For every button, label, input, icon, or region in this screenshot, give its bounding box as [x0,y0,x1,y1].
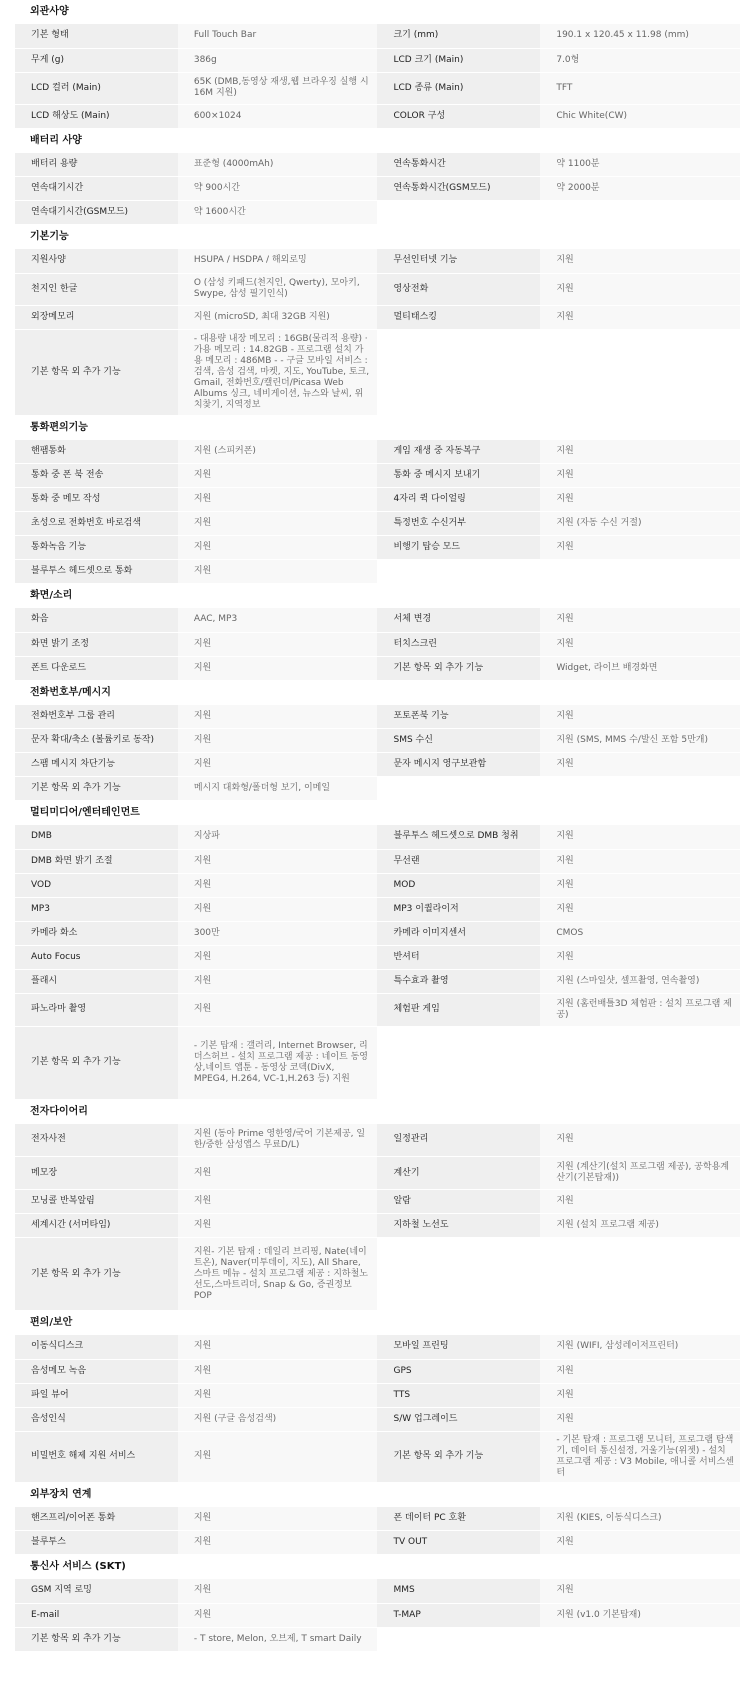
spec-row [15,177,740,201]
spec-label: 기본 항목 외 추가 기능 [15,1627,178,1651]
spec-label: 화면 밝기 조정 [15,632,178,656]
spec-value: 지원 (KIES, 이동식디스크) [540,1507,740,1531]
spec-value: O (삼성 키패드(천지인, Qwerty), 모아키, Swype, 삼성 필기인식) [178,273,378,305]
spec-label: 멀티태스킹 [377,305,540,329]
spec-label: 카메라 이미지센서 [377,921,540,945]
spec-value: 지원 [178,873,378,897]
spec-value: 지원 [178,512,378,536]
spec-value: 약 900시간 [178,177,378,201]
spec-value: 지원 [178,1603,378,1627]
spec-value: 지원 (스마일샷, 셀프촬영, 연속촬영) [540,969,740,993]
spec-value: 지원 [178,560,378,584]
spec-label: 전자사전 [15,1124,178,1157]
spec-value: 지원 [178,1335,378,1359]
spec-label: 초성으로 전화번호 바로검색 [15,512,178,536]
empty-cell [377,777,740,801]
spec-label: 기본 형태 [15,24,178,48]
spec-label: TV OUT [377,1531,540,1555]
spec-label: 크기 (mm) [377,24,540,48]
spec-value: 지원 [540,945,740,969]
spec-row [15,24,740,48]
section-title: 전자다이어리 [30,1105,88,1117]
spec-label: 알람 [377,1190,540,1214]
spec-value: 지원 [178,1531,378,1555]
spec-table [15,608,740,681]
spec-label: 기본 항목 외 추가 기능 [15,329,178,415]
spec-table [15,440,740,585]
spec-row [15,1026,740,1099]
spec-label: 기본 항목 외 추가 기능 [377,1431,540,1482]
spec-row [15,1359,740,1383]
spec-value: - T store, Melon, 오브제, T smart Daily [178,1627,378,1651]
spec-value: - 대용량 내장 메모리 : 16GB(물리적 용량) · 가용 메모리 : 14.82GB - 프로그램 설치 가용 메모리 : 486MB - - 구글 모바일 서비스 : 검색, 음성 검색, 마켓, 지도, YouTube, 토크, Gmail, 전화번호/캘린더/Picasa Web Albums 싱크, 네비게이션, 뉴스와 날씨, 위치찾기, 지역정보 [178,329,378,415]
spec-label: 비행기 탑승 모드 [377,536,540,560]
spec-label: 통화 중 메시지 보내기 [377,464,540,488]
spec-value: 지원 (microSD, 최대 32GB 지원) [178,305,378,329]
spec-row [15,656,740,680]
spec-value: 지원 [540,305,740,329]
spec-label: 배터리 용량 [15,153,178,177]
spec-row [15,1383,740,1407]
spec-label: GPS [377,1359,540,1383]
section-title: 배터리 사양 [30,134,82,146]
spec-value: 지원 [178,993,378,1026]
spec-row [15,1238,740,1311]
spec-label: MMS [377,1579,540,1603]
spec-label: 문자 확대/축소 (볼륨키로 동작) [15,729,178,753]
spec-label: 게임 재생 중 자동복구 [377,440,540,464]
spec-value: 지원 [178,705,378,729]
spec-row [15,873,740,897]
spec-row [15,305,740,329]
spec-value: 지원 [178,1431,378,1482]
spec-row [15,921,740,945]
spec-value: 지원 [540,705,740,729]
empty-cell [377,1627,740,1651]
spec-label: COLOR 구성 [377,104,540,128]
spec-row [15,945,740,969]
spec-table [15,705,740,802]
spec-row [15,1579,740,1603]
spec-row [15,1407,740,1431]
spec-label: TTS [377,1383,540,1407]
spec-value: 지원 [540,464,740,488]
spec-value: 약 1100분 [540,153,740,177]
spec-label: 파일 뷰어 [15,1383,178,1407]
spec-value: 지원 [178,632,378,656]
spec-section [15,801,740,1100]
spec-value: 약 2000분 [540,177,740,201]
spec-table [15,1579,740,1652]
spec-row [15,273,740,305]
spec-label: 영상전화 [377,273,540,305]
spec-value: 지원 [540,632,740,656]
spec-value: 지원 [540,608,740,632]
spec-value: 지원 [540,1531,740,1555]
spec-section [15,416,740,585]
spec-label: S/W 업그레이드 [377,1407,540,1431]
spec-value: 지원 [178,849,378,873]
spec-value: 지원 [178,969,378,993]
spec-section [15,1555,740,1652]
spec-label: 일정관리 [377,1124,540,1157]
spec-value: CMOS [540,921,740,945]
spec-value: 지원 [178,1190,378,1214]
spec-label: 무게 (g) [15,48,178,72]
spec-value: 지원 [178,536,378,560]
spec-value: 지원 [178,1507,378,1531]
spec-label: 지하철 노선도 [377,1214,540,1238]
spec-label: 서체 변경 [377,608,540,632]
spec-row [15,993,740,1026]
spec-row [15,72,740,104]
spec-row [15,104,740,128]
spec-section [15,681,740,802]
spec-label: 무선인터넷 기능 [377,249,540,273]
spec-row [15,1507,740,1531]
spec-label: 카메라 화소 [15,921,178,945]
spec-value: 지원 [540,1579,740,1603]
spec-label: LCD 컬러 (Main) [15,72,178,104]
spec-row [15,849,740,873]
spec-row [15,969,740,993]
spec-value: 지원 (계산기(설치 프로그램 제공), 공학용계산기(기본탑재)) [540,1157,740,1190]
spec-row [15,512,740,536]
spec-row [15,536,740,560]
spec-row [15,249,740,273]
spec-value: 메시지 대화형/폴더형 보기, 이메일 [178,777,378,801]
spec-row [15,464,740,488]
spec-table [15,1507,740,1556]
spec-label: 문자 메시지 영구보관함 [377,753,540,777]
section-title: 화면/소리 [30,590,73,601]
spec-row [15,705,740,729]
spec-label: 플래시 [15,969,178,993]
spec-section [15,1311,740,1483]
spec-value: 지원 (자동 수신 거절) [540,512,740,536]
spec-row [15,1124,740,1157]
spec-row [15,1531,740,1555]
spec-row [15,1603,740,1627]
spec-label: MP3 [15,897,178,921]
section-title: 전화번호부/메시지 [30,686,111,698]
spec-row [15,1157,740,1190]
spec-value: 600×1024 [178,104,378,128]
spec-label: 전화번호부 그룹 관리 [15,705,178,729]
spec-value: 지원 (설치 프로그램 제공) [540,1214,740,1238]
spec-label: GSM 지역 로밍 [15,1579,178,1603]
spec-label: 무선랜 [377,849,540,873]
spec-label: T-MAP [377,1603,540,1627]
spec-label: 화음 [15,608,178,632]
spec-value: 지원 [178,1359,378,1383]
spec-value: 지원 [540,825,740,849]
spec-section [15,129,740,226]
section-title: 외부장치 연계 [30,1488,92,1500]
spec-value: AAC, MP3 [178,608,378,632]
spec-value: 지원 [540,440,740,464]
spec-label: DMB [15,825,178,849]
spec-label: 블루투스 [15,1531,178,1555]
spec-label: 반셔터 [377,945,540,969]
spec-label: LCD 종류 (Main) [377,72,540,104]
spec-value: 지원 [540,1359,740,1383]
spec-value: 65K (DMB,동영상 재생,웹 브라우징 실행 시 16M 지원) [178,72,378,104]
spec-value: Full Touch Bar [178,24,378,48]
spec-label: 외장메모리 [15,305,178,329]
spec-value: Chic White(CW) [540,104,740,128]
spec-row [15,729,740,753]
spec-value: 지원 [178,753,378,777]
spec-value: 지원 [178,1579,378,1603]
empty-cell [377,1026,740,1099]
spec-label: Auto Focus [15,945,178,969]
spec-section [15,584,740,681]
spec-row [15,488,740,512]
spec-label: 파노라마 촬영 [15,993,178,1026]
spec-section [15,225,740,416]
spec-table [15,24,740,129]
spec-row [15,608,740,632]
spec-value: 지원 [540,249,740,273]
spec-label: VOD [15,873,178,897]
spec-value: 지원 [178,897,378,921]
spec-row [15,753,740,777]
spec-label: LCD 해상도 (Main) [15,104,178,128]
spec-value: Widget, 라이브 배경화면 [540,656,740,680]
spec-value: 지원 (구글 음성검색) [178,1407,378,1431]
spec-value: 지원 [540,536,740,560]
spec-table [15,825,740,1100]
spec-row [15,560,740,584]
section-title: 편의/보안 [30,1317,73,1328]
spec-label: 통화녹음 기능 [15,536,178,560]
spec-label: 특수효과 촬영 [377,969,540,993]
spec-table [15,249,740,416]
spec-value: HSUPA / HSDPA / 해외로밍 [178,249,378,273]
spec-value: 300만 [178,921,378,945]
spec-table [15,153,740,226]
spec-value: 지원 [178,464,378,488]
spec-label: E-mail [15,1603,178,1627]
spec-row [15,1627,740,1651]
spec-label: DMB 화면 밝기 조절 [15,849,178,873]
spec-value: 지원 (WIFI, 삼성레이저프린터) [540,1335,740,1359]
spec-label: 계산기 [377,1157,540,1190]
empty-cell [377,1238,740,1311]
spec-label: MP3 이퀄라이저 [377,897,540,921]
section-title: 기본기능 [30,231,69,242]
spec-label: 폰트 다운로드 [15,656,178,680]
spec-label: 블루투스 헤드셋으로 통화 [15,560,178,584]
spec-value: 지원- 기본 탑재 : 데일리 브리핑, Nate(네이트온), Naver(미투데이, 지도), All Share, 스마트 메뉴 - 설치 프로그램 제공 : 지하철노선도,스마트리더, Snap & Go, 증권정보 POP [178,1238,378,1311]
section-title: 외관사양 [30,6,69,17]
spec-row [15,329,740,415]
spec-label: 기본 항목 외 추가 기능 [15,777,178,801]
spec-label: 통화 중 폰 북 전송 [15,464,178,488]
spec-value: 지원 [178,729,378,753]
spec-value: TFT [540,72,740,104]
spec-label: 지원사양 [15,249,178,273]
spec-row [15,440,740,464]
spec-label: 기본 항목 외 추가 기능 [377,656,540,680]
spec-label: 터치스크린 [377,632,540,656]
spec-value: 지원 [540,849,740,873]
spec-label: 모바일 프린팅 [377,1335,540,1359]
spec-table [15,1124,740,1312]
spec-value: 지원 [178,945,378,969]
spec-value: 지원 [540,897,740,921]
spec-value: 지원 (스피커폰) [178,440,378,464]
spec-label: 핸즈프리/이어폰 통화 [15,1507,178,1531]
spec-value: - 기본 탑재 : 프로그램 모니터, 프로그램 탐색기, 데이터 통신설정, 거울기능(위젯) - 설치 프로그램 제공 : V3 Mobile, 애니콜 서비스센터 [540,1431,740,1482]
spec-value: 지원 [178,656,378,680]
spec-label: 모닝콜 반복알림 [15,1190,178,1214]
empty-cell [377,329,740,415]
empty-cell [377,560,740,584]
spec-label: 핸팸통화 [15,440,178,464]
spec-value: 190.1 x 120.45 x 11.98 (mm) [540,24,740,48]
spec-label: 세계시간 (서머타임) [15,1214,178,1238]
spec-value: 지원 (홈런배틀3D 체험판 : 설치 프로그램 제공) [540,993,740,1026]
spec-label: 기본 항목 외 추가 기능 [15,1238,178,1311]
spec-value: 표준형 (4000mAh) [178,153,378,177]
spec-row [15,48,740,72]
spec-row [15,1190,740,1214]
spec-label: MOD [377,873,540,897]
spec-value: 지원 [540,753,740,777]
spec-value: 지원 [178,488,378,512]
spec-label: 특정번호 수신거부 [377,512,540,536]
spec-value: 지원 [540,1190,740,1214]
spec-label: 4자리 퀵 다이얼링 [377,488,540,512]
spec-value: 지원 (SMS, MMS 수/발신 포함 5만개) [540,729,740,753]
spec-label: 블루투스 헤드셋으로 DMB 청취 [377,825,540,849]
spec-label: 체험판 게임 [377,993,540,1026]
spec-value: 약 1600시간 [178,201,378,225]
empty-cell [377,201,740,225]
spec-value: 7.0형 [540,48,740,72]
spec-value: 지원 [540,273,740,305]
spec-value: 지원 [178,1214,378,1238]
spec-label: 음성인식 [15,1407,178,1431]
spec-value: 지원 [178,1383,378,1407]
spec-label: 폰 데이터 PC 호환 [377,1507,540,1531]
spec-value: - 기본 탑재 : 갤러리, Internet Browser, 리더스허브 - 설치 프로그램 제공 : 네이트 동영상,네이트 앱툰 - 동영상 코덱(DivX, MPEG4, H.264, VC-1,H.263 등) 지원 [178,1026,378,1099]
spec-row [15,632,740,656]
spec-value: 지상파 [178,825,378,849]
spec-row [15,1214,740,1238]
spec-label: 메모장 [15,1157,178,1190]
spec-label: LCD 크기 (Main) [377,48,540,72]
section-title: 통화편의기능 [30,421,88,433]
spec-section [15,1483,740,1556]
spec-row [15,1335,740,1359]
spec-value: 386g [178,48,378,72]
section-title: 통신사 서비스 (SKT) [30,1561,126,1572]
spec-label: SMS 수신 [377,729,540,753]
spec-section [15,1100,740,1312]
spec-label: 연속통화시간(GSM모드) [377,177,540,201]
spec-row [15,825,740,849]
spec-value: 지원 [540,1407,740,1431]
spec-table [15,1335,740,1483]
spec-label: 기본 항목 외 추가 기능 [15,1026,178,1099]
spec-label: 연속대기시간(GSM모드) [15,201,178,225]
spec-value: 지원 [540,873,740,897]
spec-value: 지원 [540,1124,740,1157]
spec-value: 지원 [178,1157,378,1190]
spec-row [15,777,740,801]
spec-value: 지원 (동아 Prime 영한영/국어 기본제공, 일한/중한 삼성앱스 무료D/L) [178,1124,378,1157]
spec-value: 지원 [540,488,740,512]
spec-value: 지원 [540,1383,740,1407]
spec-row [15,153,740,177]
spec-label: 천지인 한글 [15,273,178,305]
spec-label: 연속대기시간 [15,177,178,201]
spec-label: 포토폰북 기능 [377,705,540,729]
spec-label: 통화 중 메모 작성 [15,488,178,512]
section-title: 멀티미디어/엔터테인먼트 [30,807,140,818]
spec-row [15,201,740,225]
spec-label: 스팸 메시지 차단기능 [15,753,178,777]
spec-label: 연속통화시간 [377,153,540,177]
spec-value: 지원 (v1.0 기본탑재) [540,1603,740,1627]
spec-row [15,897,740,921]
spec-label: 이동식디스크 [15,1335,178,1359]
spec-label: 음성메모 녹음 [15,1359,178,1383]
spec-section [15,0,740,129]
spec-label: 비밀번호 해제 지원 서비스 [15,1431,178,1482]
spec-row [15,1431,740,1482]
